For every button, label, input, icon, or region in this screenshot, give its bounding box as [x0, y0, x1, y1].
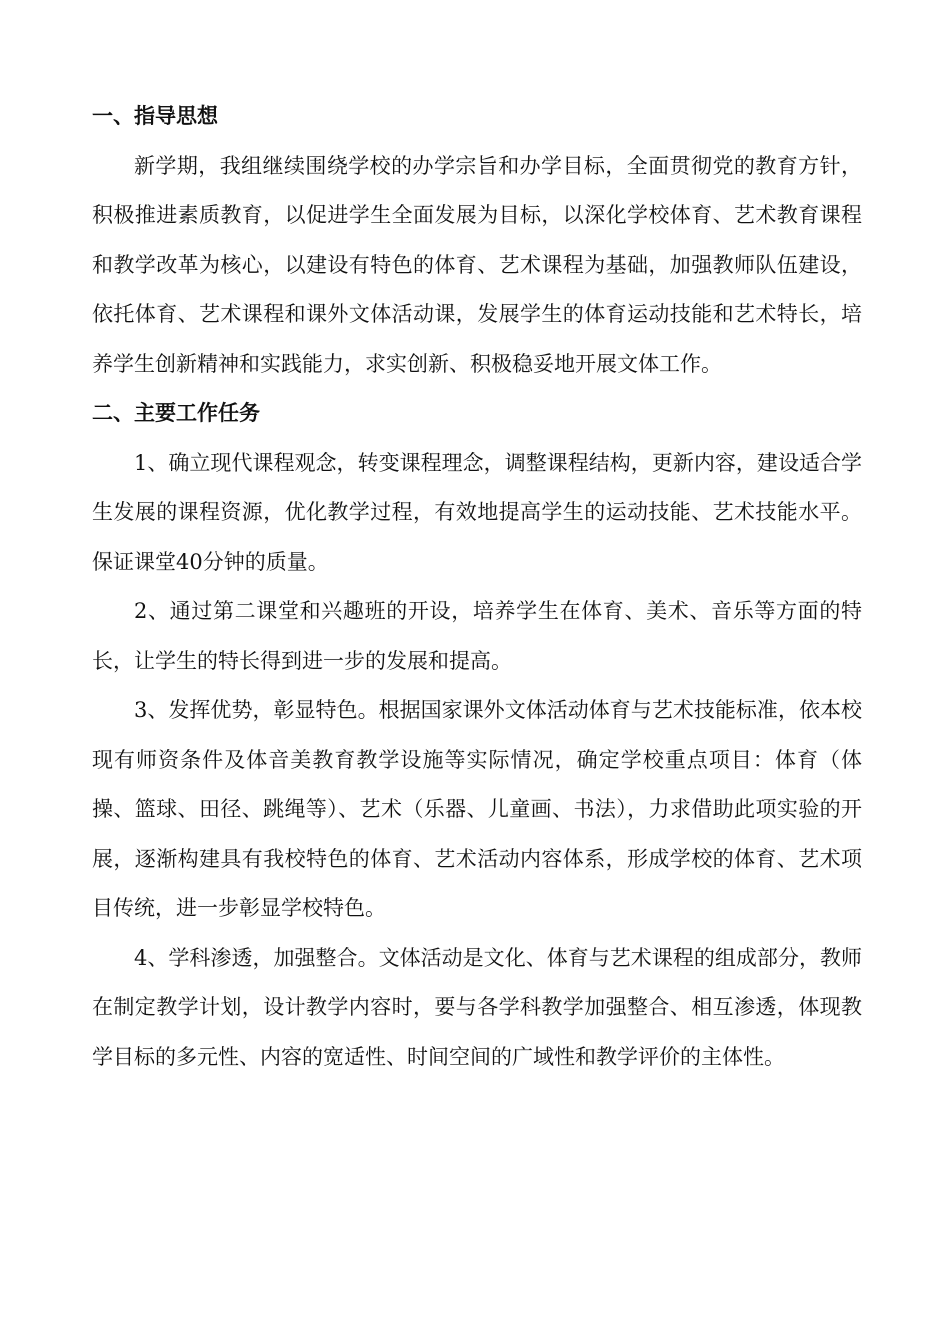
task-item-3: 3、发挥优势，彰显特色。根据国家课外文体活动体育与艺术技能标准，依本校现有师资条件及体音美教育教学设施等实际情况，确定学校重点项目：体育（体操、篮球、田径、跳绳等）、艺术（乐器、儿童画、书法），力求借助此项实验的开展，逐渐构建具有我校特色的体育、艺术活动内容体系，形成学校的体育、艺术项目传统，进一步彰显学校特色。: [92, 698, 862, 920]
section-heading-guiding-ideology: 一、指导思想: [92, 104, 218, 128]
section-heading-main-tasks: 二、主要工作任务: [92, 401, 260, 425]
document-body: [92, 92, 862, 1082]
task-item-4: 4、学科渗透，加强整合。文体活动是文化、体育与艺术课程的组成部分，教师在制定教学计划，设计教学内容时，要与各学科教学加强整合、相互渗透，体现教学目标的多元性、内容的宽适性、时间空间的广域性和教学评价的主体性。: [92, 945, 862, 1069]
paragraph-guiding-ideology: 新学期，我组继续围绕学校的办学宗旨和办学目标，全面贯彻党的教育方针，积极推进素质教育，以促进学生全面发展为目标，以深化学校体育、艺术教育课程和教学改革为核心，以建设有特色的体育、艺术课程为基础，加强教师队伍建设，依托体育、艺术课程和课外文体活动课，发展学生的体育运动技能和艺术特长，培养学生创新精神和实践能力，求实创新、积极稳妥地开展文体工作。: [92, 153, 862, 376]
task-item-1: 1、确立现代课程观念，转变课程理念，调整课程结构，更新内容，建设适合学生发展的课程资源，优化教学过程，有效地提高学生的运动技能、艺术技能水平。保证课堂40分钟的质量。: [92, 450, 862, 574]
task-item-2: 2、通过第二课堂和兴趣班的开设，培养学生在体育、美术、音乐等方面的特长，让学生的特长得到进一步的发展和提高。: [92, 599, 862, 673]
